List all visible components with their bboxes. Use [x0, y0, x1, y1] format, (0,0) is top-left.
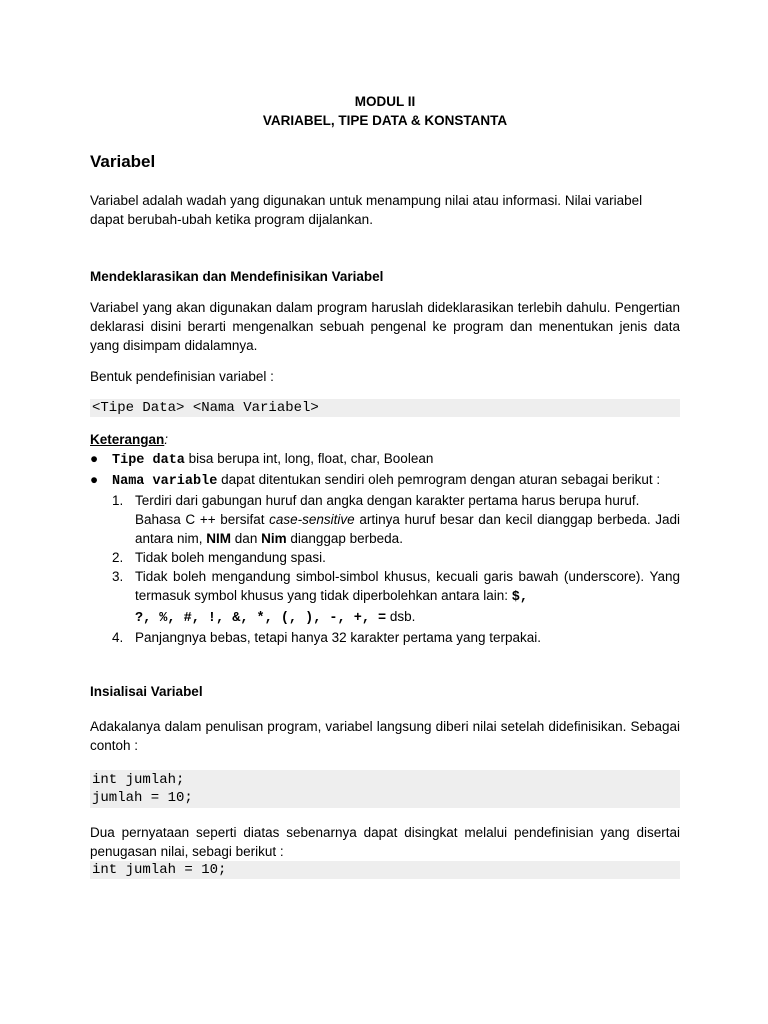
- intro-line-1: Variabel adalah wadah yang digunakan untuk menampung nilai atau informasi. Nilai variabel: [90, 193, 643, 208]
- init-paragraph: Adakalanya dalam penulisan program, variabel langsung diberi nilai setelah didefinisikan. Sebagai contoh :: [90, 719, 680, 753]
- form-code: <Tipe Data> <Nama Variabel>: [90, 399, 680, 417]
- rule-number: 2.: [112, 550, 124, 565]
- rule3-text-a: Tidak boleh mengandung simbol-simbol khusus, kecuali garis bawah (underscore). Yang termasuk symbol khusus yang tidak diperbolehkan antara lain:: [135, 569, 680, 603]
- rule1-line2b: artinya huruf besar dan kecil dianggap berbeda. Jadi antara nim,: [135, 512, 681, 546]
- list-item: [90, 449, 680, 470]
- code-line: int jumlah;: [92, 772, 185, 788]
- keterangan-list: [90, 449, 680, 647]
- rule4-text: Panjangnya bebas, tetapi hanya 32 karakter pertama yang terpakai.: [135, 630, 542, 645]
- form-label: Bentuk pendefinisian variabel :: [90, 369, 274, 384]
- rule-item: [90, 628, 680, 647]
- keterangan-line: [90, 430, 680, 449]
- rule3-symbols-1: $,: [511, 590, 528, 605]
- keterangan-label: Keterangan: [90, 432, 165, 447]
- module-number: MODUL II: [354, 94, 416, 109]
- code-line: jumlah = 10;: [92, 790, 193, 806]
- subheading-declare: Mendeklarasikan dan Mendefinisikan Variabel: [90, 269, 384, 284]
- rule1-line2c: dan: [231, 531, 262, 546]
- subheading-init: Insialisai Variabel: [90, 684, 203, 699]
- rule-item: [90, 491, 680, 548]
- rule1-line1: Terdiri dari gabungan huruf dan angka dengan karakter pertama harus berupa huruf.: [135, 493, 640, 508]
- declare-paragraph: Variabel yang akan digunakan dalam program haruslah dideklarasikan terlebih dahulu. Pengertian deklarasi disini berarti mengenalkan sebuah pengenal ke program dan menentukan jenis data yang disimpam didalamnya.: [90, 300, 680, 353]
- rule-number: 1.: [112, 493, 124, 508]
- section-heading-variabel: Variabel: [90, 152, 156, 171]
- rule-item: [90, 567, 680, 628]
- init-paragraph-2: Dua pernyataan seperti diatas sebenarnya dapat disingkat melalui pendefinisian yang disertai penugasan nilai, sebagi berikut :: [90, 825, 680, 859]
- rules-list: [90, 491, 680, 647]
- module-title: VARIABEL, TIPE DATA & KONSTANTA: [262, 113, 508, 128]
- rule-number: 3.: [112, 569, 124, 584]
- code-block-2: int jumlah = 10;: [90, 861, 680, 879]
- rule1-line2d: dianggap berbeda.: [286, 531, 403, 546]
- bullet2-text: dapat ditentukan sendiri oleh pemrogram dengan aturan sebagai berikut :: [217, 472, 661, 487]
- bullet1-text: bisa berupa int, long, float, char, Boolean: [184, 451, 434, 466]
- nim-mixed: Nim: [261, 531, 287, 546]
- nim-upper: NIM: [206, 531, 232, 546]
- document-page: [90, 92, 680, 879]
- bullet-icon: ●: [90, 472, 99, 487]
- tipe-data-code: Tipe data: [112, 453, 185, 468]
- nama-variable-code: Nama variable: [112, 474, 218, 489]
- rule-number: 4.: [112, 630, 124, 645]
- rule1-line2a: Bahasa C ++ bersifat: [135, 512, 270, 527]
- rule-item: [90, 548, 680, 567]
- rule2-text: Tidak boleh mengandung spasi.: [135, 550, 326, 565]
- code-block-1: [90, 770, 680, 808]
- keterangan-colon: :: [164, 432, 169, 447]
- rule3-symbols-2: ?, %, #, !, &, *, (, ), -, +, =: [135, 611, 387, 626]
- case-sensitive-term: case-sensitive: [269, 512, 355, 527]
- bullet-icon: ●: [90, 451, 99, 466]
- list-item: [90, 470, 680, 647]
- rule3-text-b: dsb.: [386, 609, 416, 624]
- intro-line-2: dapat berubah-ubah ketika program dijalankan.: [90, 212, 373, 227]
